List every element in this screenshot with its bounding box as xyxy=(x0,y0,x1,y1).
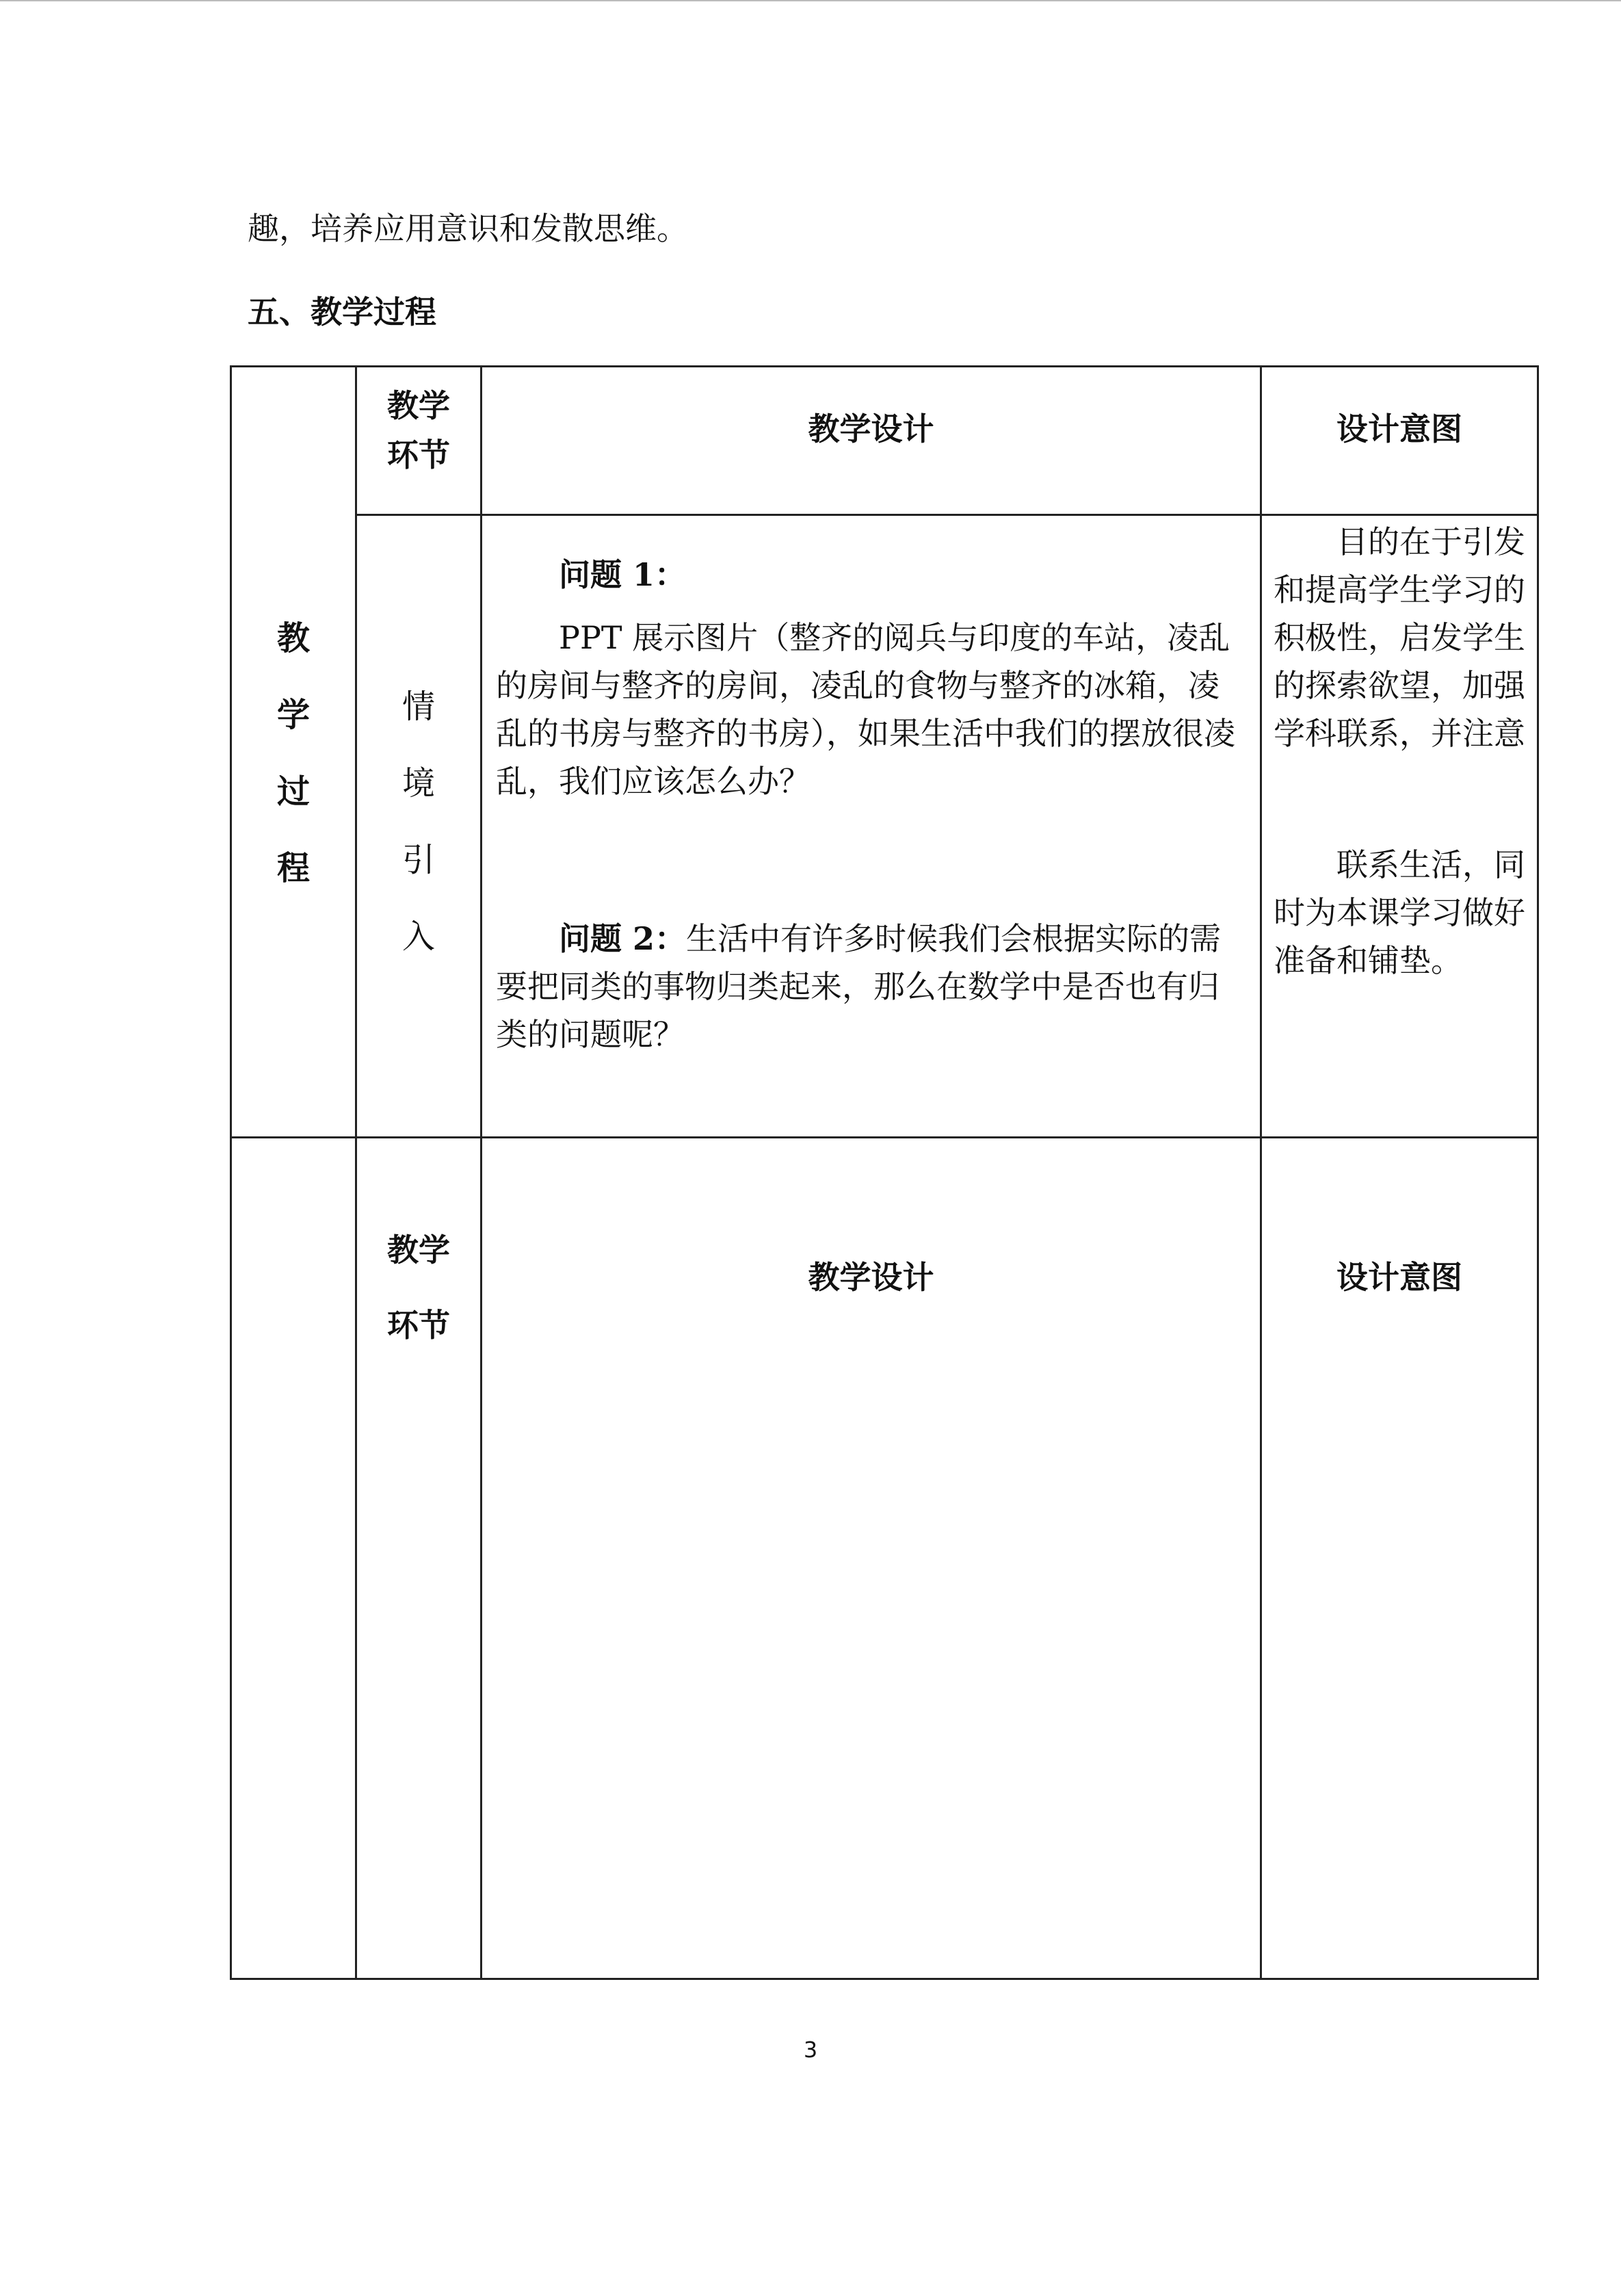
stage-situation-intro xyxy=(357,668,480,975)
header-design: 教学设计 xyxy=(808,410,934,447)
stage-char: 境 xyxy=(401,764,435,803)
question-1-text: PPT 展示图片（整齐的阅兵与印度的车站，凌乱的房间与整齐的房间，凌乱的食物与整齐的冰箱，凌乱的书房与整齐的书房），如果生活中我们的摆放很凌乱，我们应该怎么办？ xyxy=(496,619,1235,800)
process-char: 程 xyxy=(276,849,310,887)
col-divider-1 xyxy=(355,367,357,1978)
page-number: 3 xyxy=(803,2037,818,2063)
header2-stage-line2: 环节 xyxy=(387,1307,450,1344)
stage-char: 引 xyxy=(401,841,435,879)
section-heading: 五、教学过程 xyxy=(248,293,436,330)
header2-stage xyxy=(357,1212,480,1363)
process-char: 学 xyxy=(276,696,310,734)
header2-intent: 设计意图 xyxy=(1336,1259,1462,1296)
header2-stage-line1: 教学 xyxy=(387,1231,450,1268)
row-divider-header xyxy=(355,514,1537,516)
design-content xyxy=(496,551,1248,1058)
stage-char: 情 xyxy=(401,688,435,726)
intent-content xyxy=(1274,518,1527,984)
intro-paragraph: 趣，培养应用意识和发散思维。 xyxy=(248,210,688,247)
intent-paragraph-1: 目的在于引发和提高学生学习的积极性，启发学生的探索欲望，加强学科联系，并注意 xyxy=(1274,523,1525,752)
header-stage: 教学 环节 xyxy=(387,387,450,473)
col-divider-3 xyxy=(1260,367,1262,1978)
intent-paragraph-2: 联系生活，同时为本课学习做好准备和铺垫。 xyxy=(1274,846,1525,979)
stage-char: 入 xyxy=(401,917,435,956)
process-label xyxy=(232,600,355,906)
teaching-process-table xyxy=(230,365,1539,1980)
col-divider-2 xyxy=(480,367,482,1978)
process-char: 过 xyxy=(276,772,310,811)
process-char: 教 xyxy=(276,619,310,657)
question-2-text: 生活中有许多时候我们会根据实际的需要把同类的事物归类起来，那么在数学中是否也有归类的问题呢？ xyxy=(496,920,1222,1053)
header2-design: 教学设计 xyxy=(808,1259,934,1296)
header-intent: 设计意图 xyxy=(1336,410,1462,447)
row-divider-section xyxy=(232,1136,1537,1138)
question-1-label: 问题 1： xyxy=(559,556,687,593)
question-2-label: 问题 2： xyxy=(559,920,687,957)
